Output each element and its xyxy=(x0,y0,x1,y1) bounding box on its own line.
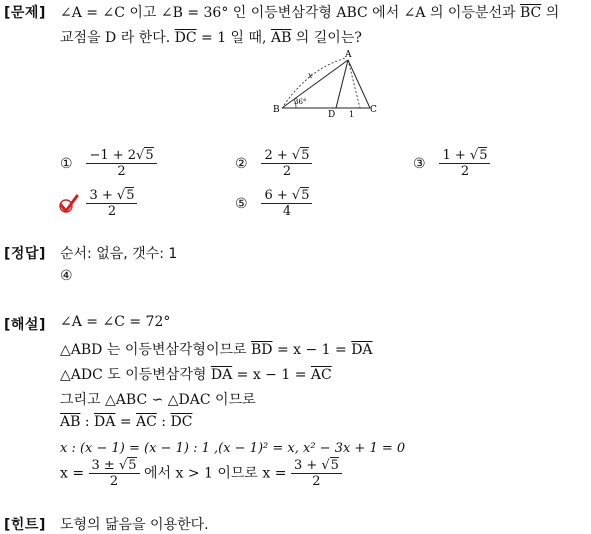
label-b: B xyxy=(273,105,280,115)
label-angle: 36° xyxy=(294,98,307,106)
label-d: D xyxy=(328,110,336,120)
explanation-line-2: △ABD 는 이등변삼각형이므로 $\overline{BD} = x - 1 = \overline{DA}$ xyxy=(60,342,373,358)
choice-1[interactable]: ① $\frac{-1 + 2√5}{2}$ xyxy=(60,148,157,179)
label-one: 1 xyxy=(349,110,355,119)
choice-4[interactable]: $\frac{3 + √5}{2}$ xyxy=(60,188,137,219)
label-a: A xyxy=(345,50,352,60)
explanation-line-3: △ADC 도 이등변삼각형 $\overline{DA} = x - 1 = \overline{AC}$ xyxy=(60,367,332,383)
problem-line-1: ∠A = ∠C 이고 ∠B = 36° 인 이등변삼각형 ABC 에서 ∠A 의 이등분선과 $\overline{BC}$ 의 xyxy=(60,5,560,21)
answer-tag: [정답] xyxy=(4,246,46,262)
explanation-line-7: x = $\frac{3 \pm √5}{2}$ 에서 x > 1 이므로 x = $\frac{3 + √5}{2}$ xyxy=(60,458,342,489)
choice-3[interactable]: ③ $\frac{1 + √5}{2}$ xyxy=(413,148,490,179)
explanation-line-5: $\overline{AB}$ : $\overline{DA} = \overline{AC}$ : $\overline{DC}$ xyxy=(60,414,193,430)
problem-tag: [문제] xyxy=(4,5,46,21)
explanation-line-4: 그리고 △ABC ∽ △DAC 이므로 xyxy=(60,392,256,408)
explanation-tag: [해설] xyxy=(4,317,46,333)
explanation-line-6: x : (x − 1) = (x − 1) : 1 ,(x − 1)² = x, x² − 3x + 1 = 0 xyxy=(60,441,406,456)
explanation-line-1: ∠A = ∠C = 72° xyxy=(60,314,171,330)
choice-2[interactable]: ② $\frac{2 + √5}{2}$ xyxy=(235,148,312,179)
choice-5[interactable]: ⑤ $\frac{6 + √5}{4}$ xyxy=(235,188,312,219)
triangle-figure xyxy=(270,50,380,120)
checkmark-icon xyxy=(57,194,79,214)
problem-line-2: 교점을 D 라 한다. $\overline{DC} = 1$ 일 때, $\overline{AB}$ 의 길이는? xyxy=(60,30,362,46)
label-x: x xyxy=(308,71,313,80)
answer-line-2: ④ xyxy=(60,268,73,284)
answer-line-1: 순서: 없음, 갯수: 1 xyxy=(60,246,178,262)
hint-text: 도형의 닮음을 이용한다. xyxy=(60,517,209,533)
label-c: C xyxy=(370,105,377,115)
hint-tag: [힌트] xyxy=(4,517,46,533)
